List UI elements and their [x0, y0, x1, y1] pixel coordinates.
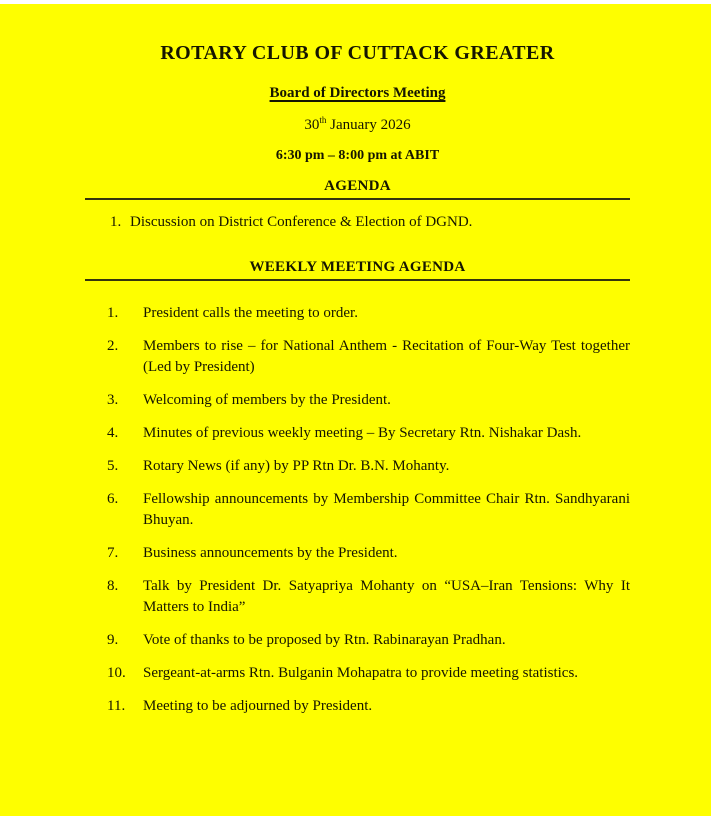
item-text: Rotary News (if any) by PP Rtn Dr. B.N. Mohanty.: [143, 458, 450, 474]
weekly-item-8: [85, 576, 630, 618]
club-title: ROTARY CLUB OF CUTTACK GREATER: [160, 42, 555, 64]
weekly-agenda-heading: WEEKLY MEETING AGENDA: [85, 258, 630, 281]
weekly-item-5: [85, 456, 630, 477]
weekly-item-3: [85, 390, 630, 411]
item-number: 4.: [107, 425, 119, 441]
meeting-date-day: 30: [304, 117, 320, 133]
agenda-list: [85, 212, 630, 233]
item-text: Business announcements by the President.: [143, 545, 398, 561]
item-number: 6.: [107, 491, 119, 507]
meeting-time-venue: 6:30 pm – 8:00 pm at ABIT: [275, 148, 440, 163]
item-text: Members to rise – for National Anthem - Recitation of Four-Way Test together (Led by President): [143, 338, 630, 375]
item-number: 1.: [110, 214, 122, 230]
item-number: 8.: [107, 578, 119, 594]
item-text: Vote of thanks to be proposed by Rtn. Rabinarayan Pradhan.: [143, 632, 506, 648]
item-text: Talk by President Dr. Satyapriya Mohanty on “USA–Iran Tensions: Why It Matters to India”: [143, 578, 630, 615]
item-number: 5.: [107, 458, 119, 474]
item-text: Meeting to be adjourned by President.: [143, 698, 373, 714]
weekly-item-11: [85, 696, 630, 717]
weekly-item-9: [85, 630, 630, 651]
item-text: Discussion on District Conference & Election of DGND.: [130, 214, 473, 230]
weekly-item-6: [85, 489, 630, 531]
meeting-subtitle: Board of Directors Meeting: [269, 85, 446, 101]
item-text: Welcoming of members by the President.: [143, 392, 391, 408]
weekly-agenda-list: [85, 303, 630, 717]
meeting-date-month-year: January 2026: [326, 117, 411, 133]
item-number: 11.: [107, 698, 126, 714]
item-number: 2.: [107, 338, 119, 354]
item-text: Sergeant-at-arms Rtn. Bulganin Mohapatra to provide meeting statistics.: [143, 665, 579, 681]
agenda-item: [85, 212, 630, 233]
meeting-date-ordinal: th: [319, 115, 327, 125]
item-text: Fellowship announcements by Membership Committee Chair Rtn. Sandhyarani Bhuyan.: [143, 491, 630, 528]
weekly-item-7: [85, 543, 630, 564]
weekly-item-10: [85, 663, 630, 684]
agenda-heading: AGENDA: [85, 177, 630, 200]
agenda-sheet: [0, 4, 711, 816]
item-text: President calls the meeting to order.: [143, 305, 358, 321]
weekly-item-4: [85, 423, 630, 444]
document-content: [85, 42, 630, 717]
item-number: 10.: [107, 665, 126, 681]
weekly-item-2: [85, 336, 630, 378]
meeting-date: [85, 117, 630, 134]
item-text: Minutes of previous weekly meeting – By Secretary Rtn. Nishakar Dash.: [143, 425, 582, 441]
weekly-item-1: [85, 303, 630, 324]
item-number: 7.: [107, 545, 119, 561]
item-number: 3.: [107, 392, 119, 408]
item-number: 9.: [107, 632, 119, 648]
item-number: 1.: [107, 305, 119, 321]
